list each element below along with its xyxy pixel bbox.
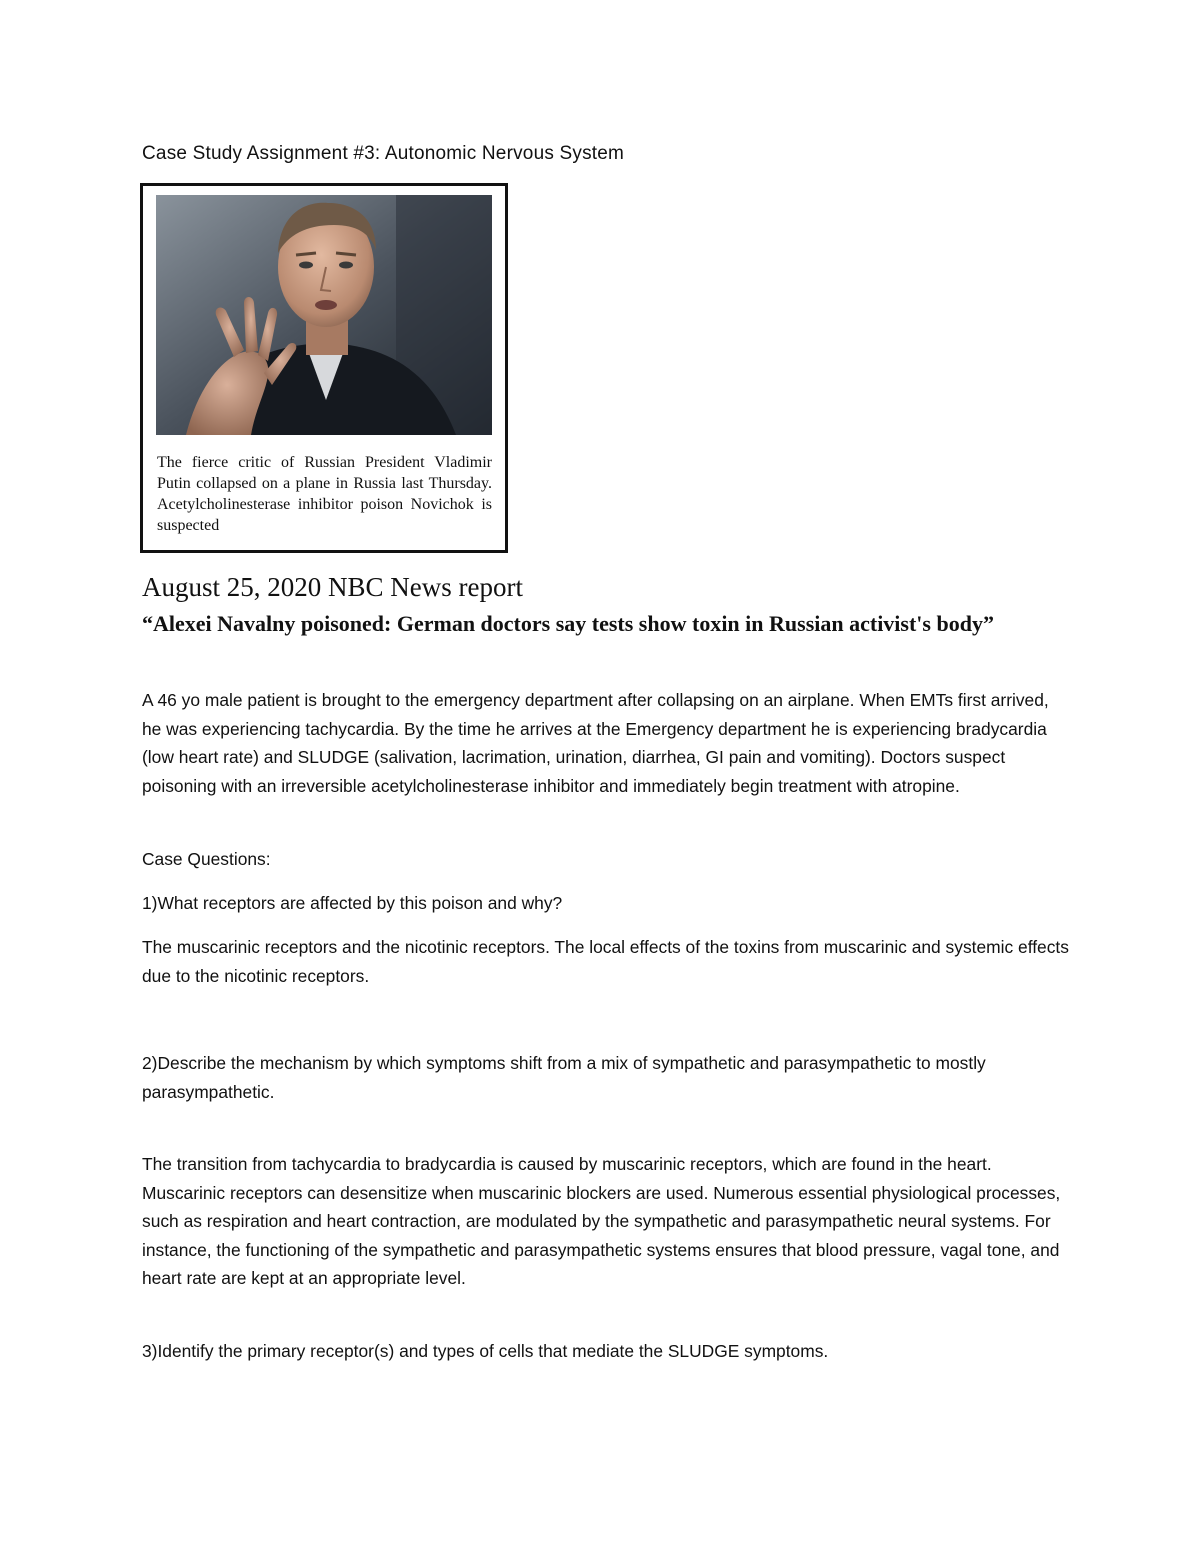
- case-description: A 46 yo male patient is brought to the emergency department after collapsing on an airplane. When EMTs first arrived, he was experiencing tachycardia. By the time he arrives at the Emergency department he is experiencing bradycardia (low heart rate) and SLUDGE (salivation, lacrimation, urination, diarrhea, GI pain and vomiting). Doctors suspect poisoning with an irreversible acetylcholinesterase inhibitor and immediately begin treatment with atropine.: [142, 690, 1049, 796]
- figure-frame: [140, 183, 508, 553]
- news-dateline: August 25, 2020 NBC News report: [142, 572, 523, 602]
- case-questions-heading: Case Questions:: [142, 849, 271, 869]
- question-2: 2)Describe the mechanism by which symptoms shift from a mix of sympathetic and parasympathetic to mostly parasympathetic.: [142, 1053, 986, 1102]
- news-headline: “Alexei Navalny poisoned: German doctors say tests show toxin in Russian activist's body”: [142, 611, 994, 636]
- document-title: Case Study Assignment #3: Autonomic Nervous System: [142, 143, 625, 164]
- portrait-illustration: [156, 195, 492, 435]
- answer-2: The transition from tachycardia to bradycardia is caused by muscarinic receptors, which are found in the heart. Muscarinic receptors can desensitize when muscarinic blockers are used. Numerous essential physiological processes, such as respiration and heart contraction, are modulated by the sympathetic and parasympathetic neural systems. For instance, the functioning of the sympathetic and parasympathetic systems ensures that blood pressure, vagal tone, and heart rate are kept at an appropriate level.: [142, 1154, 1061, 1288]
- answer-1: The muscarinic receptors and the nicotinic receptors. The local effects of the toxins from muscarinic and systemic effects due to the nicotinic receptors.: [142, 937, 1069, 986]
- question-1: 1)What receptors are affected by this poison and why?: [142, 893, 563, 913]
- question-3: 3)Identify the primary receptor(s) and types of cells that mediate the SLUDGE symptoms.: [142, 1341, 829, 1361]
- figure-caption: The fierce critic of Russian President Vladimir Putin collapsed on a plane in Russia last Thursday. Acetylcholinesterase inhibitor poison Novichok is suspected: [157, 454, 492, 534]
- portrait-photo: [156, 195, 492, 435]
